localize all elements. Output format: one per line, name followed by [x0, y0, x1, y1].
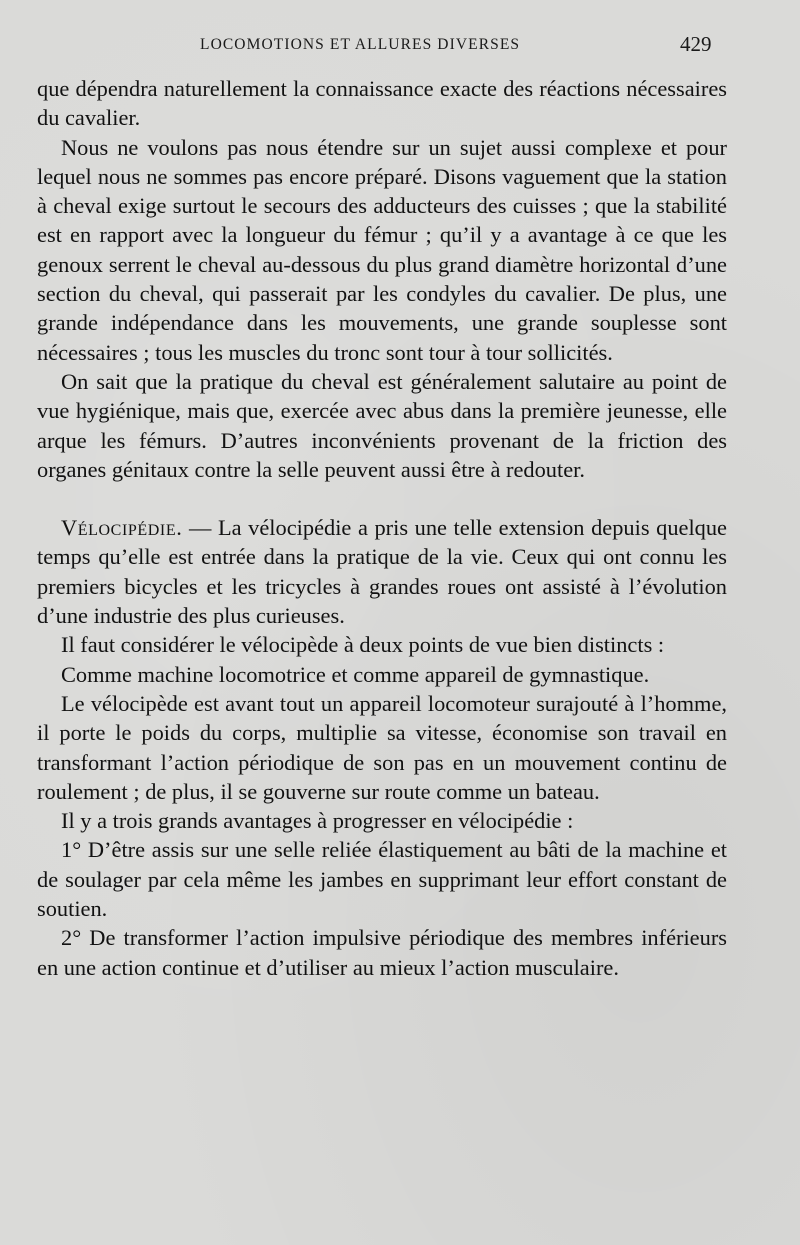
section-gap — [37, 484, 727, 513]
paragraph: Comme machine locomotrice et comme appareil de gymnastique. — [61, 661, 650, 687]
numbered-paragraph: 1° D’être assis sur une selle reliée élastiquement au bâti de la machine et de soulager par cela même les jambes en supprimant leur effort constant de soutien. — [37, 837, 727, 922]
paragraph: Nous ne voulons pas nous étendre sur un sujet aussi complexe et pour lequel nous ne sommes pas encore préparé. Disons vaguement que la station à cheval exige surtout le secours des adducteurs des cuisses ; que la stabilité est en rapport avec la longueur du fémur ; qu’il y a avantage à ce que les genoux serrent le cheval au-dessous du plus grand diamètre horizontal d’une section du cheval, qui passerait par les condyles du cavalier. De plus, une grande indépendance dans les mouvements, une grande souplesse sont nécessaires ; tous les muscles du tronc sont tour à tour sollicités. — [37, 134, 727, 365]
numbered-paragraph: 2° De transformer l’action impulsive périodique des membres inférieurs en une action continue et d’utiliser au mieux l’action musculaire. — [37, 925, 727, 980]
paragraph: On sait que la pratique du cheval est généralement salutaire au point de vue hygiénique, mais que, exercée avec abus dans la première jeunesse, elle arque les fémurs. D’autres inconvénients provenant de la friction des organes génitaux contre la selle peuvent aussi être à redouter. — [37, 368, 727, 482]
paragraph: Il faut considérer le vélocipède à deux points de vue bien distincts : — [61, 632, 665, 658]
running-title: LOCOMOTIONS ET ALLURES DIVERSES — [200, 36, 521, 53]
section-lead-text: — La vélocipédie a pris une telle extension depuis quelque temps qu’elle est entrée dans la pratique de la vie. Ceux qui ont connu les premiers bicycles et les tricycles à grandes roues ont assisté à l’évolution d’une industrie des plus curieuses. — [37, 515, 727, 629]
body-text — [37, 74, 727, 982]
page-number: 429 — [680, 32, 712, 56]
section-heading: Vélocipédie. — [61, 515, 183, 541]
paragraph: Il y a trois grands avantages à progresser en vélocipédie : — [61, 808, 574, 834]
paragraph: que dépendra naturellement la connaissance exacte des réactions nécessaires du cavalier. — [37, 76, 727, 131]
paragraph: Le vélocipède est avant tout un appareil locomoteur surajouté à l’homme, il porte le poids du corps, multiplie sa vitesse, économise son travail en transformant l’action périodique de son pas en un mouvement continu de roulement ; de plus, il se gouverne sur route comme un bateau. — [37, 690, 727, 804]
running-header — [0, 28, 800, 58]
section-lead-paragraph — [37, 513, 727, 630]
